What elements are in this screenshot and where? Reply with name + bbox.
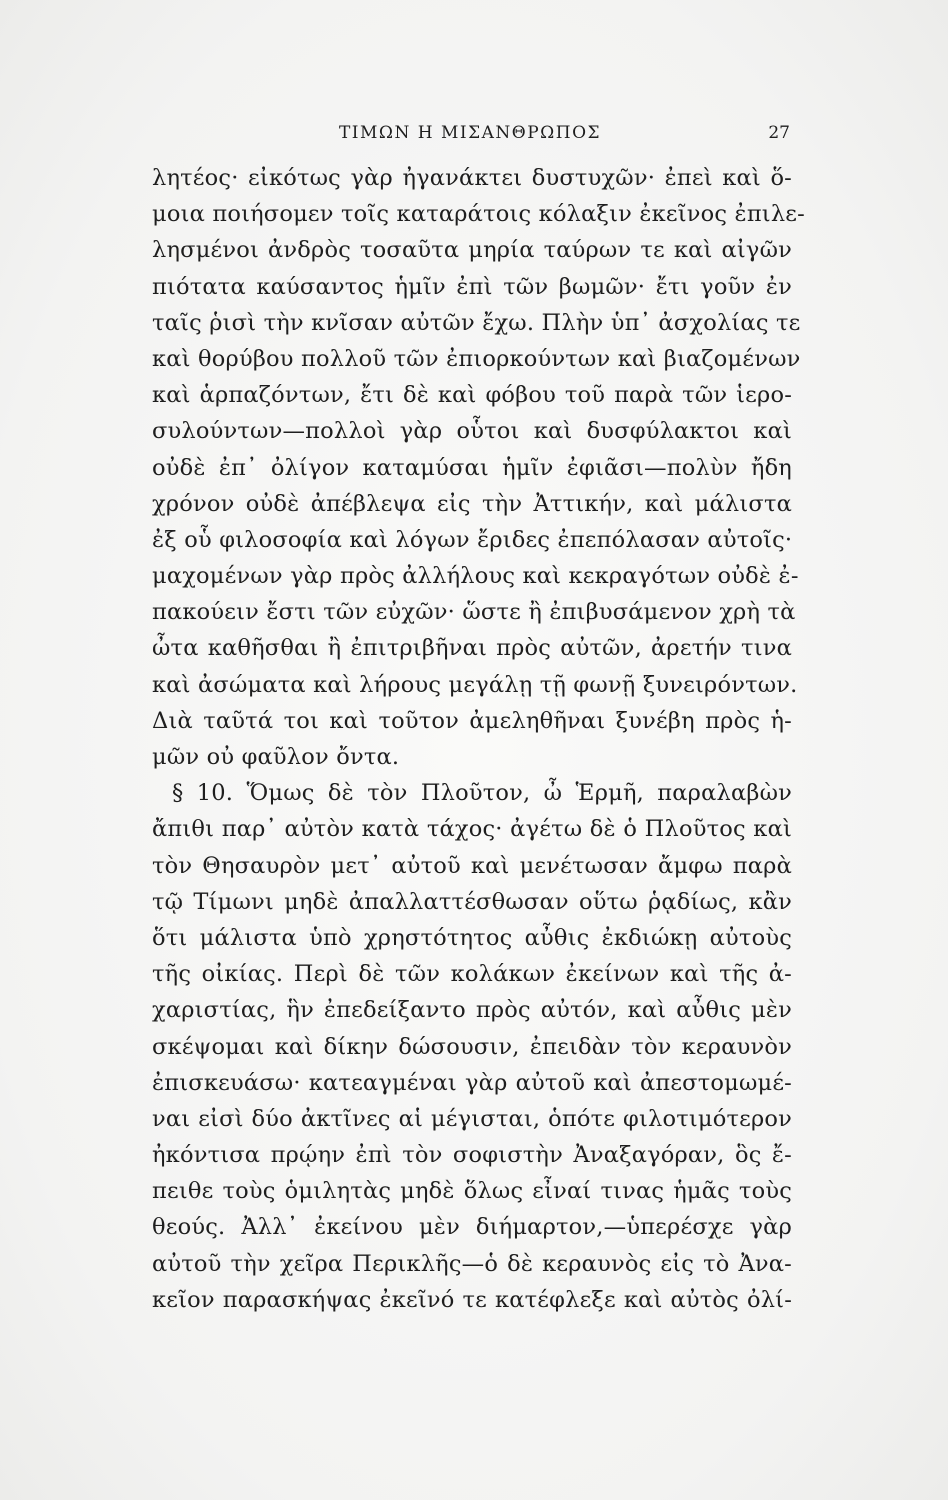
text-line: ναι εἰσὶ δύο ἀκτῖνες αἱ μέγισται, ὁπότε φιλοτιμότερον [152, 1105, 792, 1132]
running-title: ΤΙΜΩΝ Η ΜΙΣΑΝΘΡΩΠΟΣ [338, 123, 602, 143]
text-line: ἠκόντισα πρῴην ἐπὶ τὸν σοφιστὴν Ἀναξαγόραν, ὃς ἔ- [152, 1142, 792, 1169]
text-line: τὸν Θησαυρὸν μετ᾽ αὐτοῦ καὶ μενέτωσαν ἄμφω παρὰ [152, 852, 792, 879]
text-line: μαχομένων γὰρ πρὸς ἀλλήλους καὶ κεκραγότων οὐδὲ ἐ- [152, 563, 799, 590]
body-text [152, 160, 805, 1318]
text-line: συλούντων—πολλοὶ γὰρ οὗτοι καὶ δυσφύλακτοι καὶ [152, 418, 792, 445]
text-line: χρόνον οὐδὲ ἀπέβλεψα εἰς τὴν Ἀττικήν, καὶ μάλιστα [152, 490, 792, 517]
text-line: σκέψομαι καὶ δίκην δώσουσιν, ἐπειδὰν τὸν κεραυνὸν [152, 1033, 792, 1060]
page-number: 27 [768, 123, 790, 143]
text-line: πιότατα καύσαντος ἡμῖν ἐπὶ τῶν βωμῶν· ἔτι γοῦν ἐν [152, 273, 792, 300]
text-line: ἄπιθι παρ᾽ αὐτὸν κατὰ τάχος· ἀγέτω δὲ ὁ Πλοῦτος καὶ [152, 816, 792, 843]
text-line: λητέος· εἰκότως γὰρ ἠγανάκτει δυστυχῶν· ἐπεὶ καὶ ὅ- [152, 165, 792, 191]
text-line: μοια ποιήσομεν τοῖς καταράτοις κόλαξιν ἐκεῖνος ἐπιλε- [152, 201, 805, 228]
text-line: ταῖς ῥισὶ τὴν κνῖσαν αὐτῶν ἔχω. Πλὴν ὑπ᾽ ἀσχολίας τε [152, 309, 801, 336]
text-line: ὅτι μάλιστα ὑπὸ χρηστότητος αὖθις ἐκδιώκῃ αὐτοὺς [152, 924, 792, 951]
running-head [150, 118, 790, 148]
text-line: ὦτα καθῆσθαι ἢ ἐπιτριβῆναι πρὸς αὐτῶν, ἀρετήν τινα [152, 635, 792, 662]
text-line: μῶν οὐ φαῦλον ὄντα. [152, 744, 400, 770]
text-line: κεῖον παρασκήψας ἐκεῖνό τε κατέφλεξε καὶ αὐτὸς ὀλί- [152, 1286, 792, 1313]
text-line: τῆς οἰκίας. Περὶ δὲ τῶν κολάκων ἐκείνων καὶ τῆς ἀ- [152, 961, 792, 988]
text-line: θεούς. Ἀλλ᾽ ἐκείνου μὲν διήμαρτον,—ὑπερέσχε γὰρ [152, 1214, 792, 1241]
text-line: πειθε τοὺς ὁμιλητὰς μηδὲ ὅλως εἶναί τινας ἡμᾶς τοὺς [152, 1178, 792, 1205]
text-line: οὐδὲ ἐπ᾽ ὀλίγον καταμύσαι ἡμῖν ἐφιᾶσι—πολὺν ἤδη [152, 454, 792, 481]
text-line: λησμένοι ἀνδρὸς τοσαῦτα μηρία ταύρων τε καὶ αἰγῶν [152, 237, 792, 264]
text-line: χαριστίας, ἣν ἐπεδείξαντο πρὸς αὐτόν, καὶ αὖθις μὲν [152, 997, 792, 1024]
text-line: ἐπισκευάσω· κατεαγμέναι γὰρ αὐτοῦ καὶ ἀπεστομωμέ- [152, 1069, 792, 1096]
text-line: πακούειν ἔστι τῶν εὐχῶν· ὥστε ἢ ἐπιβυσάμενον χρὴ τὰ [152, 599, 796, 626]
text-line: καὶ ἀσώματα καὶ λήρους μεγάλῃ τῇ φωνῇ ξυνειρόντων. [152, 671, 798, 698]
text-line: ἐξ οὗ φιλοσοφία καὶ λόγων ἔριδες ἐπεπόλασαν αὐτοῖς· [152, 526, 793, 553]
text-line: τῷ Τίμωνι μηδὲ ἀπαλλαττέσθωσαν οὕτω ῥᾳδίως, κἂν [152, 888, 792, 915]
section-start-line: § 10. Ὅμως δὲ τὸν Πλοῦτον, ὦ Ἑρμῆ, παραλαβὼν [172, 780, 792, 807]
text-line: καὶ θορύβου πολλοῦ τῶν ἐπιορκούντων καὶ βιαζομένων [152, 345, 801, 372]
text-line: καὶ ἁρπαζόντων, ἔτι δὲ καὶ φόβου τοῦ παρὰ τῶν ἱερο- [152, 382, 792, 409]
text-line: αὐτοῦ τὴν χεῖρα Περικλῆς—ὁ δὲ κεραυνὸς εἰς τὸ Ἀνα- [152, 1250, 792, 1277]
text-line: Διὰ ταῦτά τοι καὶ τοῦτον ἀμεληθῆναι ξυνέβη πρὸς ἡ- [152, 707, 792, 734]
